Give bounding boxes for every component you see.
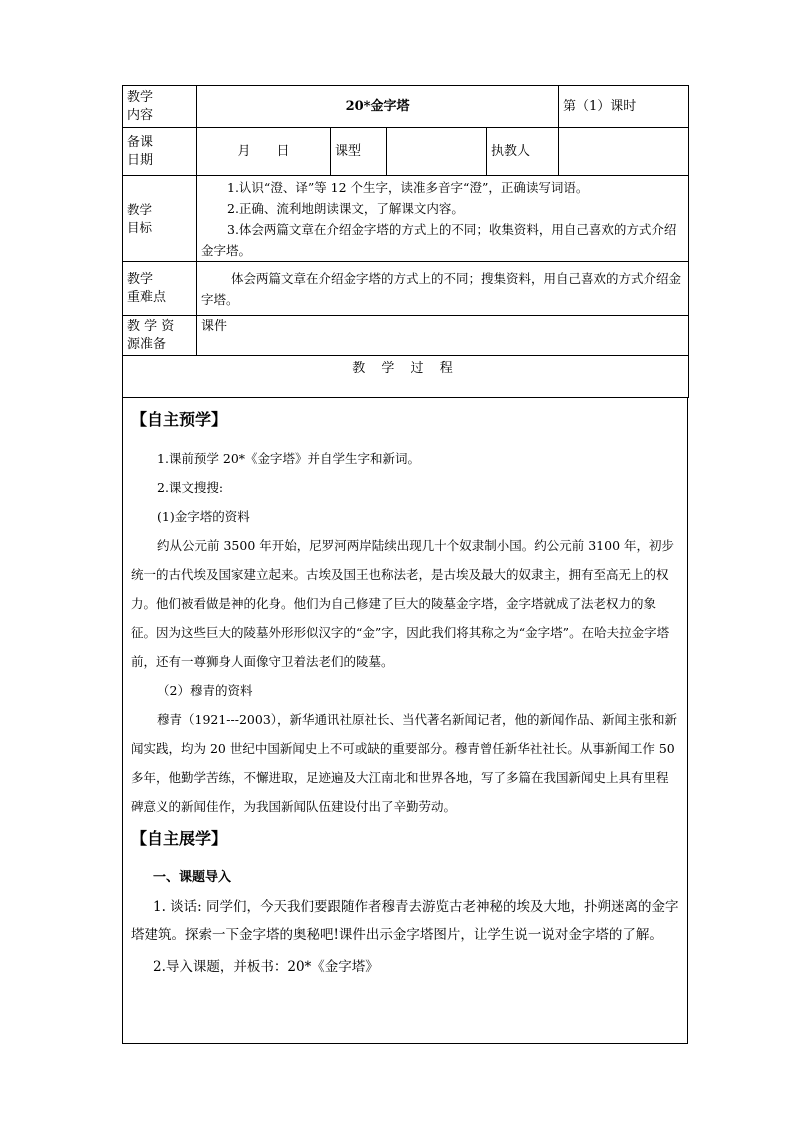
goal-item: 3.体会两篇文章在介绍金字塔的方式上的不同；收集资料，用自己喜欢的方式介绍金字塔。 — [201, 221, 677, 258]
muqing-info-text: 穆青（1921---2003），新华通讯社原社长、当代著名新闻记者，他的新闻作品、新闻主张和新闻实践，均为 20 世纪中国新闻史上不可或缺的重要部分。穆青曾任新华社社长。从事新闻工作 50 多年，他勤学苦练，不懈进取，足迹遍及大江南北和世界各地，写了多篇在我国新闻史上具有里程碑意义的新闻佳作，为我国新闻队伍建设付出了辛勤劳动。 — [131, 712, 678, 814]
list-item: 2.课文搜搜: — [157, 480, 224, 495]
intro-talk-text: 1. 谈话: 同学们，今天我们要跟随作者穆青去游览古老神秘的埃及大地，扑朔迷离的金字塔建筑。探索一下金字塔的奥秘吧!课件出示金字塔图片，让学生说一说对金字塔的了解。 — [131, 899, 679, 943]
label-lesson-type: 课型 — [331, 128, 387, 176]
key-points — [197, 262, 689, 316]
label-key-points: 教学 重难点 — [123, 262, 197, 316]
lesson-type-value — [387, 128, 487, 176]
process-body — [122, 398, 688, 1044]
label-teacher: 执教人 — [487, 128, 559, 176]
label-teaching-content: 教学 内容 — [123, 86, 197, 128]
intro-title-text: 2.导入课题，并板书：20*《金字塔》 — [153, 959, 379, 975]
process-title: 教 学 过 程 — [123, 356, 689, 398]
label-resources: 教 学 资 源准备 — [123, 316, 197, 356]
goal-item: 1.认识“澄、译”等 12 个生字，读准多音字“澄”，正确读写词语。 — [227, 179, 589, 195]
teaching-goals — [197, 176, 689, 262]
list-item: 1.课前预学 20*《金字塔》并自学生字和新词。 — [157, 451, 421, 466]
pyramid-info-text: 约从公元前 3500 年开始，尼罗河两岸陆续出现几十个奴隶制小国。约公元前 3100 年，初步统一的古代埃及国家建立起来。古埃及国王也称法老，是古埃及最大的奴隶主，拥有至高无上的权力。他们被看做是神的化身。他们为自己修建了巨大的陵墓金字塔，金字塔就成了法老权力的象征。因为这些巨大的陵墓外形形似汉字的“金”字，因此我们将其称之为“金字塔”。在哈夫拉金字塔前，还有一尊狮身人面像守卫着法老们的陵墓。 — [131, 538, 675, 669]
goal-item: 2.正确、流利地朗读课文，了解课文内容。 — [227, 200, 464, 216]
subheading-intro: 一、课题导入 — [153, 870, 232, 885]
resources-value: 课件 — [197, 316, 689, 356]
lesson-period: 第（1）课时 — [559, 86, 689, 128]
subheading-muqing-info: （2）穆青的资料 — [157, 683, 253, 698]
lesson-header-table — [122, 85, 689, 398]
lesson-plan-sheet — [122, 85, 688, 1044]
section-self-show: 【自主展学】 — [131, 829, 228, 848]
lesson-title: 20*金字塔 — [197, 86, 559, 128]
teacher-value — [559, 128, 689, 176]
key-points-text: 体会两篇文章在介绍金字塔的方式上的不同；搜集资料，用自己喜欢的方式介绍金字塔。 — [201, 270, 682, 307]
prep-date-value: 月 日 — [197, 128, 331, 176]
label-prep-date: 备课 日期 — [123, 128, 197, 176]
subheading-pyramid-info: (1)金字塔的资料 — [157, 509, 250, 524]
section-self-preview: 【自主预学】 — [131, 410, 228, 429]
label-teaching-goals: 教学 目标 — [123, 176, 197, 262]
